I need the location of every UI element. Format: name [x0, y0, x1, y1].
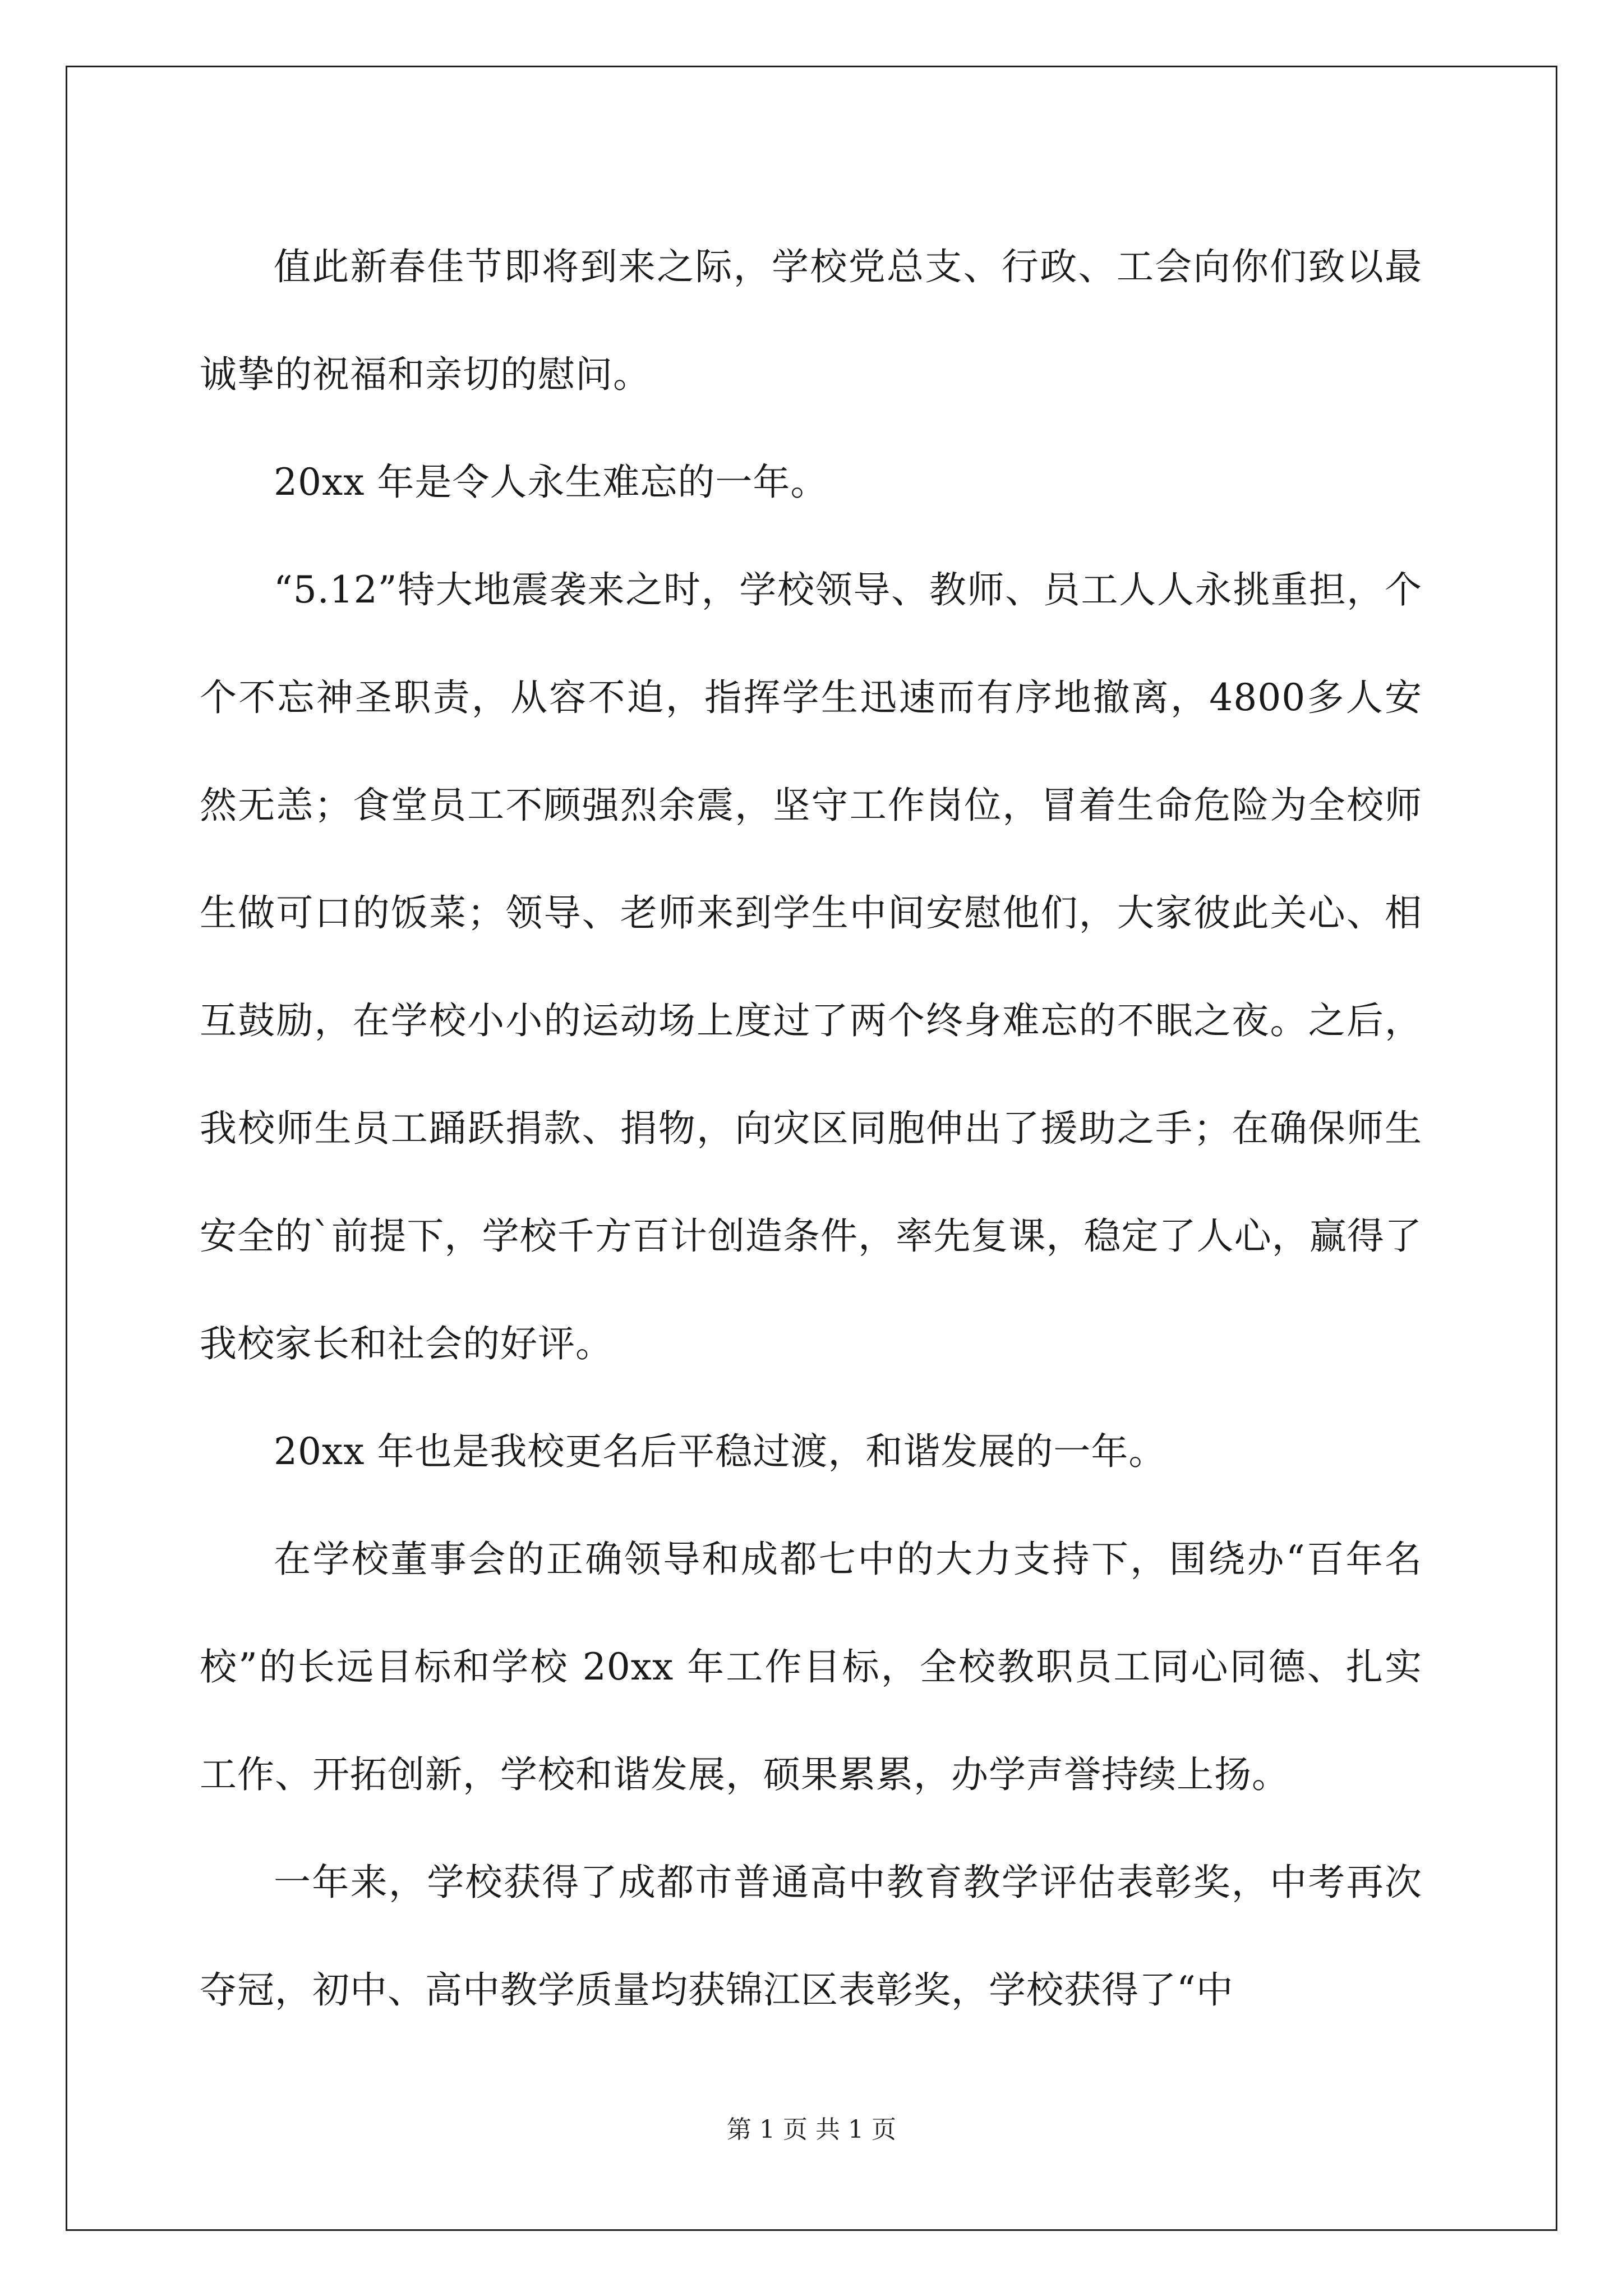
paragraph-greeting: 值此新春佳节即将到来之际，学校党总支、行政、工会向你们致以最诚挚的祝福和亲切的慰问。	[200, 245, 1422, 396]
paragraph-board-support: 在学校董事会的正确领导和成都七中的大力支持下，围绕办“百年名校”的长远目标和学校 20xx 年工作目标，全校教职员工同心同德、扎实工作、开拓创新，学校和谐发展，硕果累累，办学声誉持续上扬。	[200, 1538, 1422, 1796]
paragraph-earthquake: “5.12”特大地震袭来之时，学校领导、教师、员工人人永挑重担，个个不忘神圣职责，从容不迫，指挥学生迅速而有序地撤离，4800多人安然无恙；食堂员工不顾强烈余震，坚守工作岗位，冒着生命危险为全校师生做可口的饭菜；领导、老师来到学生中间安慰他们，大家彼此关心、相互鼓励，在学校小小的运动场上度过了两个终身难忘的不眠之夜。之后，我校师生员工踊跃捐款、捐物，向灾区同胞伸出了援助之手；在确保师生安全的`前提下，学校千方百计创造条件，率先复课，稳定了人心，赢得了我校家长和社会的好评。	[200, 568, 1422, 1365]
page-footer: 第 1 页 共 1 页	[727, 2115, 896, 2144]
paragraph-achievements: 一年来，学校获得了成都市普通高中教育教学评估表彰奖，中考再次夺冠，初中、高中教学质量均获锦江区表彰奖，学校获得了“中	[200, 1861, 1422, 2012]
paragraph-transition: 20xx 年也是我校更名后平稳过渡，和谐发展的一年。	[274, 1430, 1166, 1473]
document-body	[200, 213, 1422, 2044]
paragraph-year-unforgettable: 20xx 年是令人永生难忘的一年。	[274, 461, 828, 504]
